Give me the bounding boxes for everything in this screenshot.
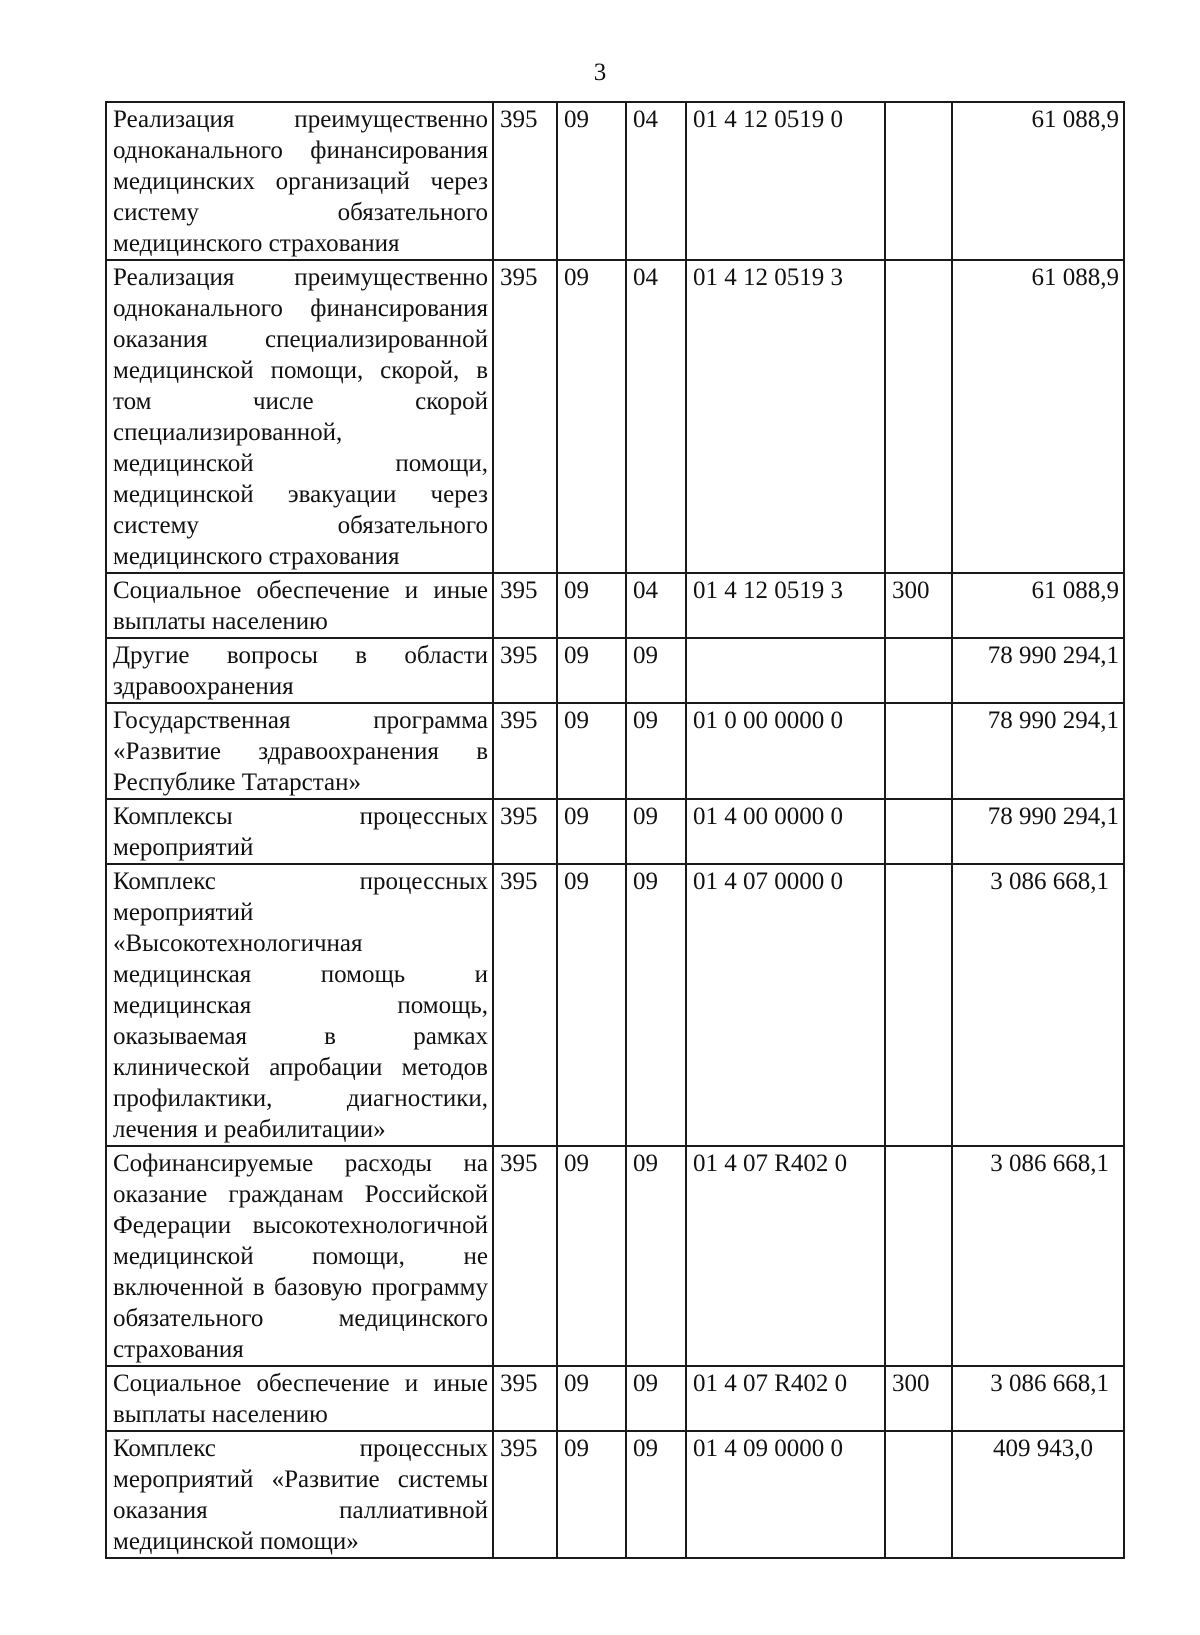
row-target-code: 01 0 00 0000 0 bbox=[686, 703, 885, 799]
row-subsection-code: 09 bbox=[626, 799, 686, 864]
row-name: Реализация преимущественно одноканального финансирования оказания специализированной медицинской помощи, скорой, в том числе скорой специализированной, медицинской помощи, медицинской эвакуации через систему обязательного медицинского страхования bbox=[106, 260, 493, 573]
row-amount: 3 086 668,1 bbox=[952, 864, 1124, 1146]
row-amount: 61 088,9 bbox=[952, 102, 1124, 260]
row-name: Социальное обеспечение и иные выплаты населению bbox=[106, 1366, 493, 1431]
table-row bbox=[106, 102, 1124, 260]
row-expense-type bbox=[885, 638, 952, 703]
row-subsection-code: 09 bbox=[626, 1146, 686, 1366]
row-expense-type bbox=[885, 799, 952, 864]
row-section-code: 09 bbox=[557, 102, 626, 260]
row-subsection-code: 09 bbox=[626, 864, 686, 1146]
row-section-code: 09 bbox=[557, 1431, 626, 1558]
row-target-code: 01 4 07 0000 0 bbox=[686, 864, 885, 1146]
row-subsection-code: 09 bbox=[626, 638, 686, 703]
row-amount: 78 990 294,1 bbox=[952, 703, 1124, 799]
row-name: Государственная программа «Развитие здравоохранения в Республике Татарстан» bbox=[106, 703, 493, 799]
row-admin-code: 395 bbox=[493, 573, 557, 638]
table-row bbox=[106, 1431, 1124, 1558]
row-target-code: 01 4 00 0000 0 bbox=[686, 799, 885, 864]
table-row bbox=[106, 638, 1124, 703]
row-subsection-code: 09 bbox=[626, 703, 686, 799]
row-amount: 61 088,9 bbox=[952, 573, 1124, 638]
row-expense-type bbox=[885, 1146, 952, 1366]
row-target-code: 01 4 07 R402 0 bbox=[686, 1146, 885, 1366]
row-target-code: 01 4 07 R402 0 bbox=[686, 1366, 885, 1431]
row-admin-code: 395 bbox=[493, 799, 557, 864]
table-row bbox=[106, 573, 1124, 638]
table-row bbox=[106, 260, 1124, 573]
row-subsection-code: 04 bbox=[626, 102, 686, 260]
table-row bbox=[106, 799, 1124, 864]
row-subsection-code: 04 bbox=[626, 260, 686, 573]
row-amount: 3 086 668,1 bbox=[952, 1366, 1124, 1431]
row-expense-type bbox=[885, 703, 952, 799]
row-amount: 409 943,0 bbox=[952, 1431, 1124, 1558]
row-expense-type bbox=[885, 260, 952, 573]
row-admin-code: 395 bbox=[493, 864, 557, 1146]
row-name: Реализация преимущественно одноканального финансирования медицинских организаций через систему обязательного медицинского страхования bbox=[106, 102, 493, 260]
row-admin-code: 395 bbox=[493, 1146, 557, 1366]
row-admin-code: 395 bbox=[493, 1366, 557, 1431]
row-target-code: 01 4 12 0519 3 bbox=[686, 260, 885, 573]
row-amount: 61 088,9 bbox=[952, 260, 1124, 573]
row-target-code: 01 4 09 0000 0 bbox=[686, 1431, 885, 1558]
row-name: Социальное обеспечение и иные выплаты населению bbox=[106, 573, 493, 638]
row-amount: 3 086 668,1 bbox=[952, 1146, 1124, 1366]
row-target-code: 01 4 12 0519 0 bbox=[686, 102, 885, 260]
row-section-code: 09 bbox=[557, 573, 626, 638]
table-row bbox=[106, 864, 1124, 1146]
row-expense-type bbox=[885, 1431, 952, 1558]
row-amount: 78 990 294,1 bbox=[952, 638, 1124, 703]
row-section-code: 09 bbox=[557, 799, 626, 864]
page-number: 3 bbox=[593, 59, 607, 86]
row-section-code: 09 bbox=[557, 703, 626, 799]
row-expense-type bbox=[885, 102, 952, 260]
row-amount: 78 990 294,1 bbox=[952, 799, 1124, 864]
row-section-code: 09 bbox=[557, 638, 626, 703]
table-row bbox=[106, 1146, 1124, 1366]
row-expense-type bbox=[885, 864, 952, 1146]
row-name: Комплекс процессных мероприятий «Развитие системы оказания паллиативной медицинской помощи» bbox=[106, 1431, 493, 1558]
table-row bbox=[106, 1366, 1124, 1431]
row-name: Другие вопросы в области здравоохранения bbox=[106, 638, 493, 703]
row-section-code: 09 bbox=[557, 864, 626, 1146]
row-name: Комплекс процессных мероприятий «Высокотехнологичная медицинская помощь и медицинская помощь, оказываемая в рамках клинической апробации методов профилактики, диагностики, лечения и реабилитации» bbox=[106, 864, 493, 1146]
row-section-code: 09 bbox=[557, 1146, 626, 1366]
row-subsection-code: 04 bbox=[626, 573, 686, 638]
row-section-code: 09 bbox=[557, 1366, 626, 1431]
budget-table bbox=[105, 101, 1125, 1559]
row-expense-type: 300 bbox=[885, 573, 952, 638]
row-subsection-code: 09 bbox=[626, 1431, 686, 1558]
row-admin-code: 395 bbox=[493, 703, 557, 799]
row-name: Комплексы процессных мероприятий bbox=[106, 799, 493, 864]
row-target-code: 01 4 12 0519 3 bbox=[686, 573, 885, 638]
row-admin-code: 395 bbox=[493, 638, 557, 703]
row-admin-code: 395 bbox=[493, 260, 557, 573]
row-subsection-code: 09 bbox=[626, 1366, 686, 1431]
row-target-code bbox=[686, 638, 885, 703]
row-section-code: 09 bbox=[557, 260, 626, 573]
row-expense-type: 300 bbox=[885, 1366, 952, 1431]
table-row bbox=[106, 703, 1124, 799]
row-admin-code: 395 bbox=[493, 1431, 557, 1558]
row-name: Софинансируемые расходы на оказание гражданам Российской Федерации высокотехнологичной медицинской помощи, не включенной в базовую программу обязательного медицинского страхования bbox=[106, 1146, 493, 1366]
row-admin-code: 395 bbox=[493, 102, 557, 260]
